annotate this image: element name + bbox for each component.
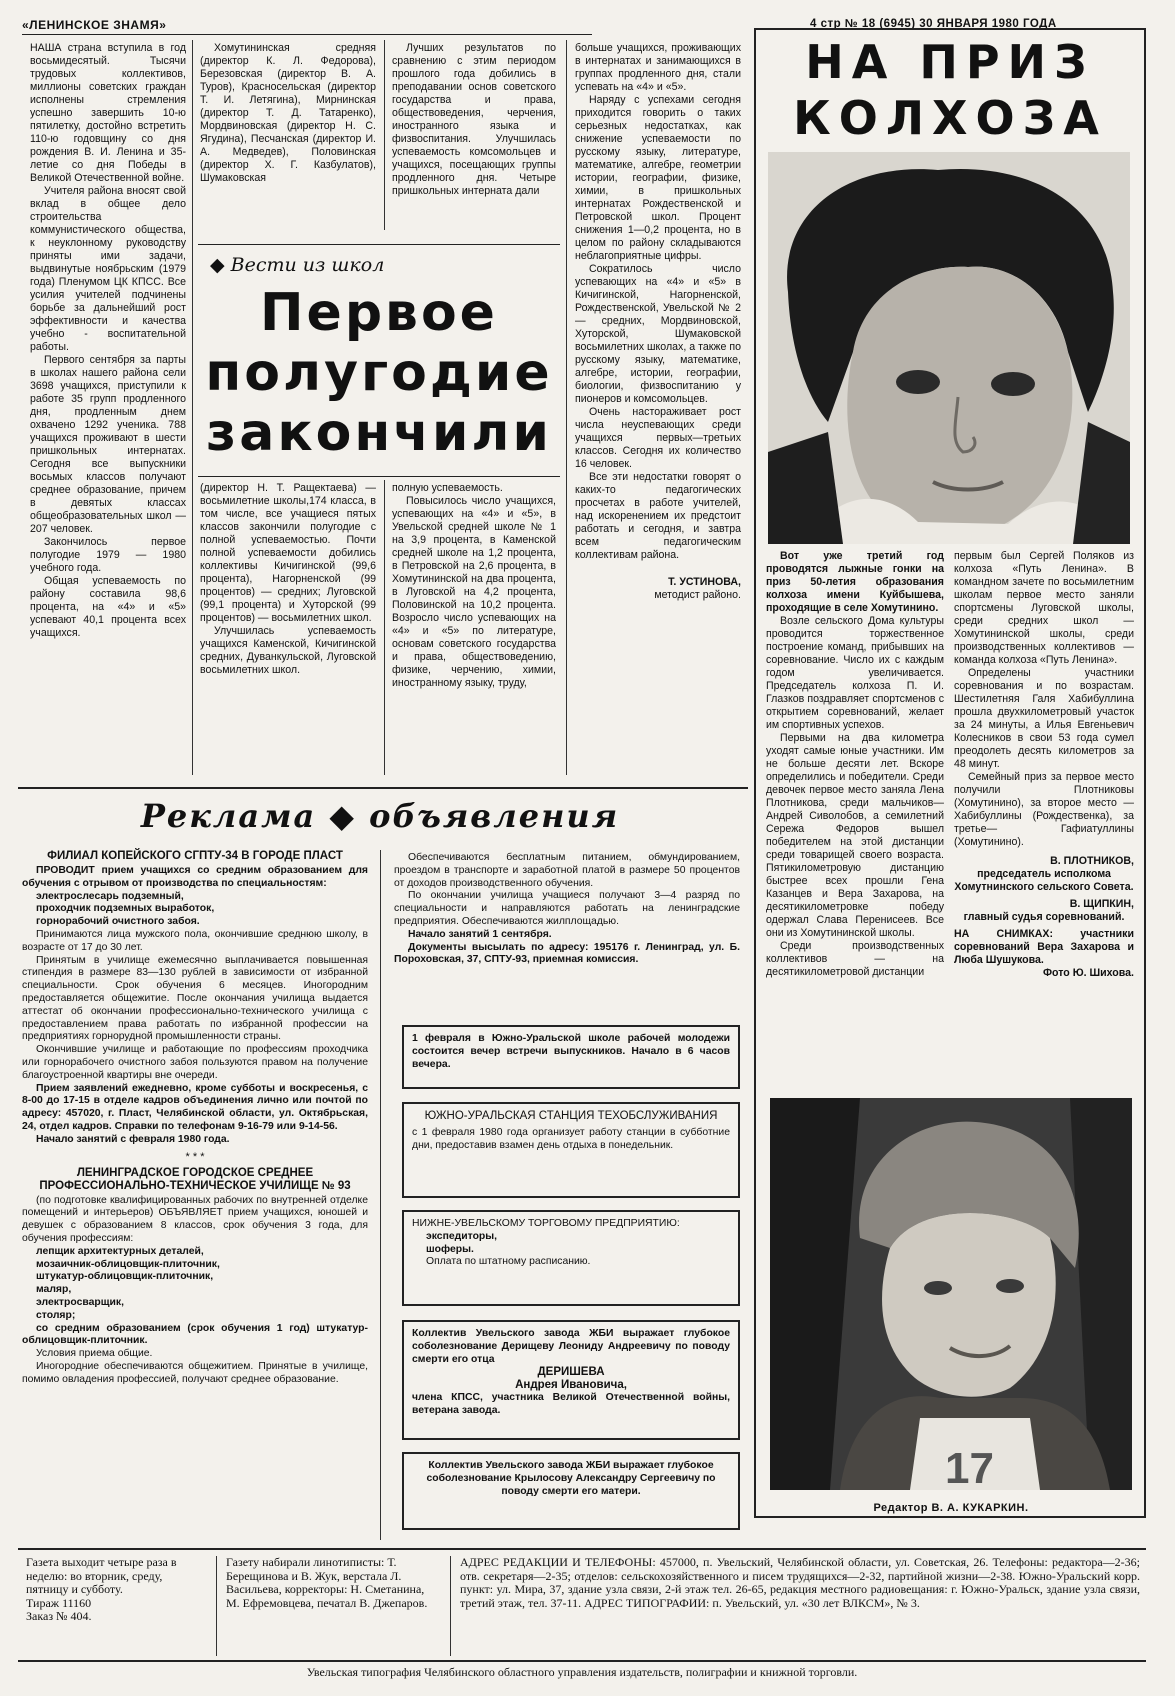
box-text: члена КПСС, участника Великой Отечественной войны, ветерана завода. <box>412 1392 730 1417</box>
issue-info: 4 стр № 18 (6945) 30 ЯНВАРЯ 1980 ГОДА <box>810 18 1057 30</box>
signature: Т. УСТИНОВА, <box>668 576 741 588</box>
paragraph: Определены участники соревнования и по возрастам. Шестилетняя Галя Хабибуллина прошла двухкилометровый участок за 24 минуты, а Илья Евгеньевич Колесников в свои 53 года сумел преодолеть десять километров за 48 минут. <box>954 667 1134 770</box>
box-text: Оплата по штатному расписанию. <box>426 1256 591 1268</box>
ads-banner: Реклама ◆ объявления <box>140 797 620 835</box>
girl-portrait-image <box>768 152 1130 544</box>
column-rule <box>566 40 567 775</box>
school-col-2-top <box>200 42 376 185</box>
paragraph: со средним образованием (срок обучения 1 год) штукатур-облицовщик-плиточник. <box>22 1322 368 1347</box>
paragraph: Улучшилась успеваемость учащихся Каменской, Кичигинской средних, Дуванкульской, Луговской восьмилетних школ. <box>200 625 376 676</box>
ad2-body <box>22 1195 368 1387</box>
caption-label: НА СНИМКАХ: <box>954 928 1053 940</box>
paragraph: Прием заявлений ежедневно, кроме субботы и воскресенья, с 8-00 до 17-15 в отделе кадров объединения лично или почтой по адресу: 457020, г. Пласт, Челябинской области, ул. Октябрьская, 24, отдел кадров. Справки по телефонам 9-16-79 или 9-14-56. <box>22 1082 368 1132</box>
paragraph: (по подготовке квалифицированных рабочих по внутренней отделке помещений и интерьеров) ОБЪЯВЛЯЕТ прием учащихся, юношей и девушек с образованием 8 классов, срок обучения 3 года, для обучения профессиям: <box>22 1194 368 1244</box>
title-rule-top <box>198 244 560 245</box>
editor-line: Редактор В. А. КУКАРКИН. <box>873 1502 1029 1514</box>
paragraph: электрослесарь подземный, <box>36 890 184 902</box>
paragraph: НАША страна вступила в год восьмидесятый. Тысячи трудовых коллективов, миллионы советских граждан исполнены стремления успешно завершить 10-ю пятилетку, достойно встретить 110-ю годовщину со дня рождения В. И. Ленина и 35-летие со дня Победы в Великой Отечественной войне. <box>30 42 186 184</box>
paragraph: электросварщик, <box>36 1296 124 1308</box>
column-rule <box>216 1556 217 1656</box>
header-rule <box>22 34 592 35</box>
title-rule-bottom <box>198 476 560 477</box>
footer-rule-bottom <box>18 1660 1146 1662</box>
ad-box-condolence-2 <box>402 1452 740 1530</box>
article-title <box>198 283 560 463</box>
footer-text: Газета выходит четыре раза в неделю: во вторник, среду, пятницу и субботу. <box>26 1555 177 1596</box>
column-rule <box>384 40 385 230</box>
signature-role: главный судья соревнований. <box>963 911 1125 923</box>
paragraph: Окончившие училище и работающие по профессиям проходчика или горнорабочего очистного забоя пользуются правом на получение благоустроенной квартиры вне очереди. <box>22 1044 368 1081</box>
school-col-3-bottom <box>392 482 556 690</box>
paragraph: Все эти недостатки говорят о каких-то педагогических просчетах в работе учителей, над искоренением их предстоит работать и сегодня, и завтра всем педагогическим коллективам района. <box>575 471 741 561</box>
paragraph: Среди производственных коллективов — на десятикилометровой дистанции <box>766 940 944 978</box>
paragraph: Сократилось число успевающих на «4» и «5» в Кичигинской, Нагорненской, Рождественской, Увельской № 2 — средних, Мордвиновской, Хуторской, Шумаковской восьмилетних школах, а также по русскому языку, математике, алгебре, истории, географии, биологии, физвоспитанию у пионеров и комсомольцев. <box>575 263 741 405</box>
footer-col-3 <box>460 1556 1140 1610</box>
column-rule <box>192 40 193 775</box>
paragraph: Возле сельского Дома культуры проводится торжественное построение команд, прибывших на соревнование. Число их с каждым годом увеличивается. Председатель колхоза П. И. Глазков поздравляет спортсменов с открытием соревнований, желает им спортивных успехов. <box>766 615 944 731</box>
signature: В. ЩИПКИН, <box>1069 898 1134 910</box>
skier-photo <box>770 1098 1132 1490</box>
column-rule <box>450 1556 451 1656</box>
paragraph: По окончании училища учащиеся получают 3—4 разряд по специальности и направляются работать на ленинградские предприятия. Обеспечиваются жилплощадью. <box>394 890 740 927</box>
footer-text: Заказ № 404. <box>26 1609 92 1623</box>
footer-col-1 <box>26 1556 198 1624</box>
paragraph: Начало занятий с февраля 1980 года. <box>36 1133 230 1145</box>
paragraph: Очень настораживает рост числа неуспевающих среди учащихся первых—третьих классов. Сегодня их количество 16 человек. <box>575 406 741 470</box>
box-text: Коллектив Увельского завода ЖБИ выражает глубокое соболезнование Крылосову Александру Сергеевичу по поводу смерти его матери. <box>426 1460 716 1497</box>
paragraph: Условия приема общие. <box>36 1348 153 1360</box>
photo-caption <box>954 928 1134 967</box>
footer-text: АДРЕС РЕДАКЦИИ И ТЕЛЕФОНЫ: 457000, п. Увельский, Челябинской области, ул. Советская, 26. Телефоны: редактора—2-36; отв. секретаря—2-35; отделов: сельскохозяйственного и писем трудящихся—2-32, партийной жизни—2-38. Южно-Уральский корр. пункт: ул. Мира, 37, здание узла связи, 2-й этаж тел. 26-65, редакция местного радиовещания: г. Южно-Уральск, здание узла связи, третий этаж, тел. 37-11. АДРЕС ТИПОГРАФИИ: п. Увельский, ул. «30 лет ВЛКСМ», № 3. <box>460 1555 1140 1610</box>
title-line: НА ПРИЗ <box>805 35 1095 89</box>
signature: В. ПЛОТНИКОВ, <box>1050 855 1134 867</box>
box-text: 1 февраля в Южно-Уральской школе рабочей молодежи состоится вечер встречи выпускников. Начало в 6 часов вечера. <box>412 1033 730 1070</box>
paragraph: Первого сентября за парты в школах нашего района сели 3698 учащихся, приступили к работе 35 групп продленного дня, продленным днем охвачено 1292 ученика. 788 учащихся проживают в шести пришкольных интернатах. Сегодня все выпускники восьмых классов получают среднее образование, причем в девятых классах общеобразовательных школ — 207 человек. <box>30 354 186 535</box>
ads-col-1 <box>22 850 368 1386</box>
paragraph: Принятым в училище ежемесячно выплачивается повышенная стипендия в размере 83—130 рублей в зависимости от избранной специальности. Срок обучения 6 месяцев. Иногородним предоставляется общежитие. После окончания училища выдается аттестат об окончании профессионально-технического училища с предоставлением права работать по избранной профессии на предприятиях горнорудной промышленности страны. <box>22 954 368 1043</box>
title-line: Первое <box>260 283 498 343</box>
section-label-text: Вести из школ <box>230 254 385 276</box>
box-name: Андрея Ивановича, <box>515 1379 627 1392</box>
footer-col-2 <box>226 1556 438 1610</box>
paragraph: Хомутининская средняя (директор К. Л. Федорова), Березовская (директор В. А. Туров), Красносельская (директор Т. И. Летягина), Мирнинская (директор Т. Д. Татаренко), Мордвиновская (директор Н. С. Ягудина), Песчанская (директор И. А. Медведев), Половинская (директор Х. Г. Казбулатов), Шумаковская <box>200 42 376 184</box>
paragraph: Семейный приз за первое место получили Плотниковы (Хомутинино), за второе место — Хабибуллины (Рождественка), за третье— Гафиатуллины (Хомутинино). <box>954 771 1134 848</box>
ski-col-1 <box>766 550 944 979</box>
school-col-3-top <box>392 42 556 198</box>
school-col-1 <box>30 42 186 640</box>
column-rule <box>380 850 381 1540</box>
portrait-photo <box>768 152 1130 544</box>
school-col-2-bottom <box>200 482 376 677</box>
box-item: экспедиторы, <box>426 1230 498 1242</box>
ad2-heading: ЛЕНИНГРАДСКОЕ ГОРОДСКОЕ СРЕДНЕЕ ПРОФЕССИОНАЛЬНО-ТЕХНИЧЕСКОЕ УЧИЛИЩЕ № 93 <box>39 1166 351 1192</box>
box-heading: НИЖНЕ-УВЕЛЬСКОМУ ТОРГОВОМУ ПРЕДПРИЯТИЮ: <box>412 1218 680 1229</box>
section-label <box>210 254 384 276</box>
paragraph: проходчик подземных выработок, <box>36 903 215 915</box>
paragraph: Начало занятий 1 сентября. <box>408 928 552 940</box>
paragraph: Обеспечиваются бесплатным питанием, обмундированием, проездом в транспорте и заработной платой в размере 50 процентов от доходов производственного обучения. <box>394 852 740 889</box>
paragraph: маляр, <box>36 1284 72 1296</box>
paragraph: Иногородние обеспечиваются общежитием. Принятые в училище, помимо овладения профессией, получают среднее образование. <box>22 1360 368 1385</box>
ski-title <box>756 34 1144 146</box>
caption-text: участники соревнований Вера Захарова и Люба Шушукова. <box>954 928 1134 966</box>
paragraph: Наряду с успехами сегодня приходится говорить о таких серьезных недостатках, как снижение успеваемости по русскому языку, литературе, математике, алгебре, геометрии истории, географии, физике, химии, в пришкольных интернатах Рождественской и Петровской школ. Процент снижения 1—0,2 процента, но в целом по району складываются неблагоприятные цифры. <box>575 94 741 262</box>
school-col-4 <box>575 42 741 602</box>
paragraph: мозаичник-облицовщик-плиточник, <box>36 1258 220 1270</box>
diamond-icon: ◆ <box>210 254 231 276</box>
paragraph: Общая успеваемость по району составила 98,6 процента, на «4» и «5» успевают 40,1 процента всех учащихся. <box>30 575 186 639</box>
paragraph: Принимаются лица мужского пола, окончившие среднюю школу, в возрасте от 17 до 30 лет. <box>22 928 368 953</box>
paper-name: «ЛЕНИНСКОЕ ЗНАМЯ» <box>22 18 167 32</box>
paragraph: столяр; <box>36 1309 76 1321</box>
paragraph: горнорабочий очистного забоя. <box>36 916 200 928</box>
paragraph: больше учащихся, проживающих в интернатах и занимающихся в группах продленного дня, стали успевать на «4» и «5». <box>575 42 741 93</box>
paragraph: Учителя района вносят свой вклад в общее дело строительства коммунистического общества, к неуклонному руководству приняты ими задачи, выдвинутые ноябрьским (1979 года) Пленумом ЦК КПСС. Все усилия учителей подчинены борьбе за дальнейший рост эффективности и качества учебно - воспитательной работы. <box>30 185 186 353</box>
ad-box-station <box>402 1102 740 1198</box>
paragraph: Вот уже третий год проводятся лыжные гонки на приз 50-летия образования колхоза имени Куйбышева, проходящие в селе Хомутинино. <box>766 550 944 614</box>
paragraph: Документы высылать по адресу: 195176 г. Ленинград, ул. Б. Пороховская, 37, СПТУ-93, приемная комиссия. <box>394 941 740 966</box>
paragraph: Закончилось первое полугодие 1979 — 1980 учебного года. <box>30 536 186 574</box>
ad1-body <box>22 865 368 1147</box>
box-name: ДЕРИШЕВА <box>537 1366 605 1379</box>
woman-skier-image <box>770 1098 1132 1490</box>
paragraph: (директор Н. Т. Ращектаева) — восьмилетние школы,174 класса, в том числе, все учащиеся пятых классов закончили полугодие с полной успеваемостью. Почти полной успеваемости добились коллективы Кичигинской (99,6 процента), Нагорненской (99 процентов) — средних; Луговской (99,1 процента) и Хуторской (99 процентов) — восьмилетних школ. <box>200 482 376 624</box>
paragraph: штукатур-облицовщик-плиточник, <box>36 1271 214 1283</box>
paragraph: ПРОВОДИТ прием учащихся со средним образованием для обучения с отрывом от производства по специальностям: <box>22 865 368 889</box>
ski-col-2 <box>954 550 1134 980</box>
box-text: Коллектив Увельского завода ЖБИ выражает глубокое соболезнование Дерищеву Леониду Андреевичу по поводу смерти его отца <box>412 1328 730 1365</box>
box-heading: ЮЖНО-УРАЛЬСКАЯ СТАНЦИЯ ТЕХОБСЛУЖИВАНИЯ <box>424 1110 718 1122</box>
svg-text:17: 17 <box>945 1444 994 1490</box>
paragraph: Лучших результатов по сравнению с этим периодом прошлого года добились в преподавании основ советского государства и права, обществоведения, черчения, иностранного языка и физвоспитания. Улучшилась успеваемость комсомольцев и учащихся, посещающих группы продленного дня. Четыре пришкольных интерната дали <box>392 42 556 197</box>
title-line: КОЛХОЗА <box>793 91 1107 145</box>
box-item: шоферы. <box>426 1243 474 1255</box>
title-line: закончили <box>206 403 552 463</box>
printer-line: Увельская типография Челябинского областного управления издательств, полиграфии и книжной торговли. <box>306 1665 858 1679</box>
ads-rule-top <box>18 787 748 789</box>
footer-text: Тираж 11160 <box>26 1595 92 1610</box>
paragraph: Первыми на два километра уходят самые юные участники. Им не больше десяти лет. Вскоре определились и победители. Среди девочек первое место заняла Лена Плотникова, среди мальчиков— Андрей Сиволобов, а семилетний Сережа Федоров вышел победителем на этой дистанции среди товарищей своего возраста. Пятикилометровую дистанцию быстрее всех прошли Гена Казанцев и Вера Захарова, на десятикилометровке победу одержал Слава Перенисеев. Все они из Хомутининской школы. <box>766 732 944 939</box>
signature-role: председатель исполкома Хомутнинского сельского Совета. <box>954 868 1134 893</box>
column-rule <box>384 480 385 775</box>
footer-rule-top <box>18 1548 1146 1550</box>
title-line: полугодие <box>205 343 553 403</box>
paragraph: первым был Сергей Поляков из колхоза «Путь Ленина». В командном зачете по восьмилетним школам первое место заняли спортсмены Луговской школы, среди средних школ — Хомутининской школы, среди производственных коллективов — команда колхоза «Путь Ленина». <box>954 550 1134 666</box>
ad-box-trade <box>402 1210 740 1306</box>
signature-role: методист районо. <box>654 589 741 601</box>
ad2-continuation <box>394 852 740 967</box>
footer-text: Газету набирали линотиписты: Т. Берещинова и В. Жук, верстала Л. Васильева, корректоры: Н. Сметанина, М. Ефремовцева, печатал В. Джепаров. <box>226 1555 428 1610</box>
box-text: с 1 февраля 1980 года организует работу станции в субботние дни, предоставив взамен день отдыха в понедельник. <box>412 1127 730 1151</box>
ad-box-evening <box>402 1025 740 1089</box>
paragraph: лепщик архитектурных деталей, <box>36 1245 204 1257</box>
paragraph: полную успеваемость. <box>392 482 503 494</box>
ad-box-condolence-1 <box>402 1320 740 1440</box>
paragraph: Повысилось число учащихся, успевающих на «4» и «5», в Увельской средней школе № 1 на 3,9 процента, в Каменской средней школе на 1,2 процента, в Петровской на 2,6 процента, в Хомутининской на два процента, в Луговской на 4,2 процента, Половинской на 10,2 процента. Возросло число успевающих на «4» и «5» по литературе, основам советского государства и права, обществоведению, физике, черчению, химии, иностранному языку, труду, <box>392 495 556 689</box>
ad1-heading: ФИЛИАЛ КОПЕЙСКОГО СГПТУ-34 В ГОРОДЕ ПЛАСТ <box>47 850 343 862</box>
photo-credit: Фото Ю. Шихова. <box>1043 967 1134 979</box>
separator-stars: * * * <box>185 1150 205 1163</box>
